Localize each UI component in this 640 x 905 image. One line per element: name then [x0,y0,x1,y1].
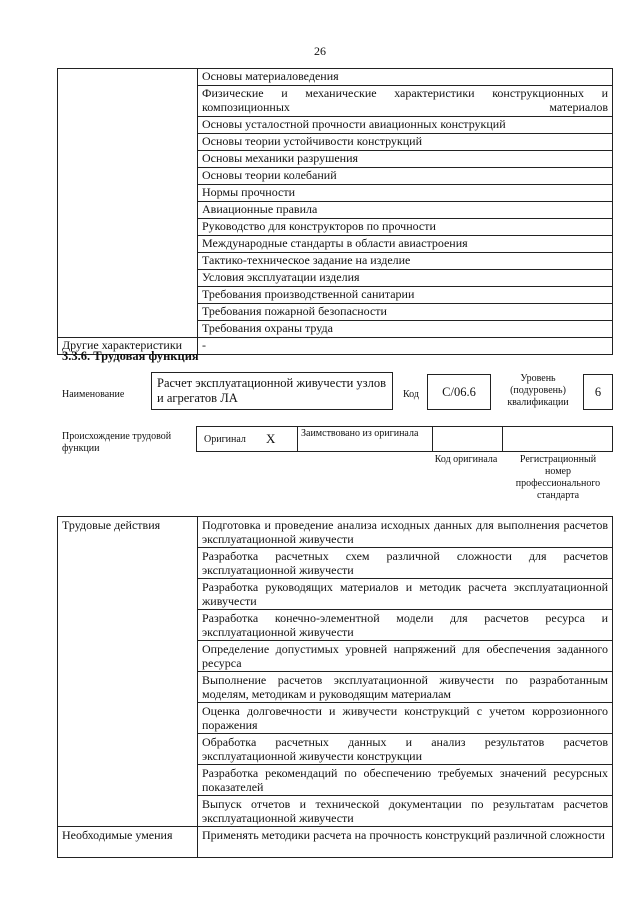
action-item: Разработка руководящих материалов и методик расчета эксплуатационной живучести [198,579,613,610]
action-item: Выполнение расчетов эксплуатационной живучести по разработанным моделям, методикам и руководящим материалам [198,672,613,703]
action-item: Подготовка и проведение анализа исходных данных для выполнения расчетов эксплуатационной живучести [198,517,613,548]
table-row [58,517,613,548]
action-item: Разработка конечно-элементной модели для расчетов ресурса и эксплуатационной живучести [198,610,613,641]
action-item: Определение допустимых уровней напряжений для обеспечения заданного ресурса [198,641,613,672]
knowledge-item: Основы теории устойчивости конструкций [198,134,613,151]
action-item: Разработка рекомендаций по обеспечению требуемых значений ресурсных показателей [198,765,613,796]
action-item: Разработка расчетных схем различной сложности для расчетов эксплуатационной живучести [198,548,613,579]
labour-actions-label: Трудовые действия [58,517,198,827]
skill-item: Применять методики расчета на прочность конструкций различной сложности [198,827,613,858]
table-row [58,827,613,858]
knowledge-item: Основы механики разрушения [198,151,613,168]
borrowed-label: Заимствовано из оригинала [301,428,419,439]
knowledge-item: Основы усталостной прочности авиационных конструкций [198,117,613,134]
knowledge-item: Международные стандарты в области авиастроения [198,236,613,253]
action-item: Обработка расчетных данных и анализ результатов расчетов эксплуатационной живучести конструкции [198,734,613,765]
knowledge-item: Тактико-техническое задание на изделие [198,253,613,270]
knowledge-item: Основы теории колебаний [198,168,613,185]
knowledge-item: Руководство для конструкторов по прочности [198,219,613,236]
required-skills-label: Необходимые умения [58,827,198,858]
name-label: Наименование [62,389,125,400]
knowledge-item: Требования пожарной безопасности [198,304,613,321]
registration-number-caption: Регистрационный номер профессионального стандарта [515,454,601,501]
other-characteristics-label: Другие характеристики [58,338,198,355]
code-label: Код [403,389,419,400]
knowledge-table [57,68,613,355]
knowledge-item: Требования охраны труда [198,321,613,338]
table-row [58,69,613,86]
code-value: C/06.6 [427,374,491,410]
page-number: 26 [314,44,326,58]
knowledge-item: Авиационные правила [198,202,613,219]
knowledge-item: Основы материаловедения [198,69,613,86]
original-label: Оригинал [204,434,246,445]
qualification-level-label: Уровень (подуровень) квалификации [507,373,569,408]
qualification-level-value: 6 [583,374,613,410]
original-mark: X [266,431,276,446]
knowledge-item: Нормы прочности [198,185,613,202]
knowledge-item: Условия эксплуатации изделия [198,270,613,287]
origin-label: Происхождение трудовой функции [62,431,172,454]
other-characteristics-value: - [198,338,613,355]
action-item: Выпуск отчетов и технической документации по результатам расчетов эксплуатационной живучести [198,796,613,827]
knowledge-item: Физические и механические характеристики конструкционных и композиционных материалов [198,86,613,117]
knowledge-label-cell [58,69,198,338]
name-value: Расчет эксплуатационной живучести узлов и агрегатов ЛА [151,372,393,410]
actions-table [57,516,613,858]
code-original-caption: Код оригинала [434,454,498,465]
knowledge-item: Требования производственной санитарии [198,287,613,304]
action-item: Оценка долговечности и живучести конструкций с учетом коррозионного поражения [198,703,613,734]
section-heading: 3.3.6. Трудовая функция [62,349,199,363]
